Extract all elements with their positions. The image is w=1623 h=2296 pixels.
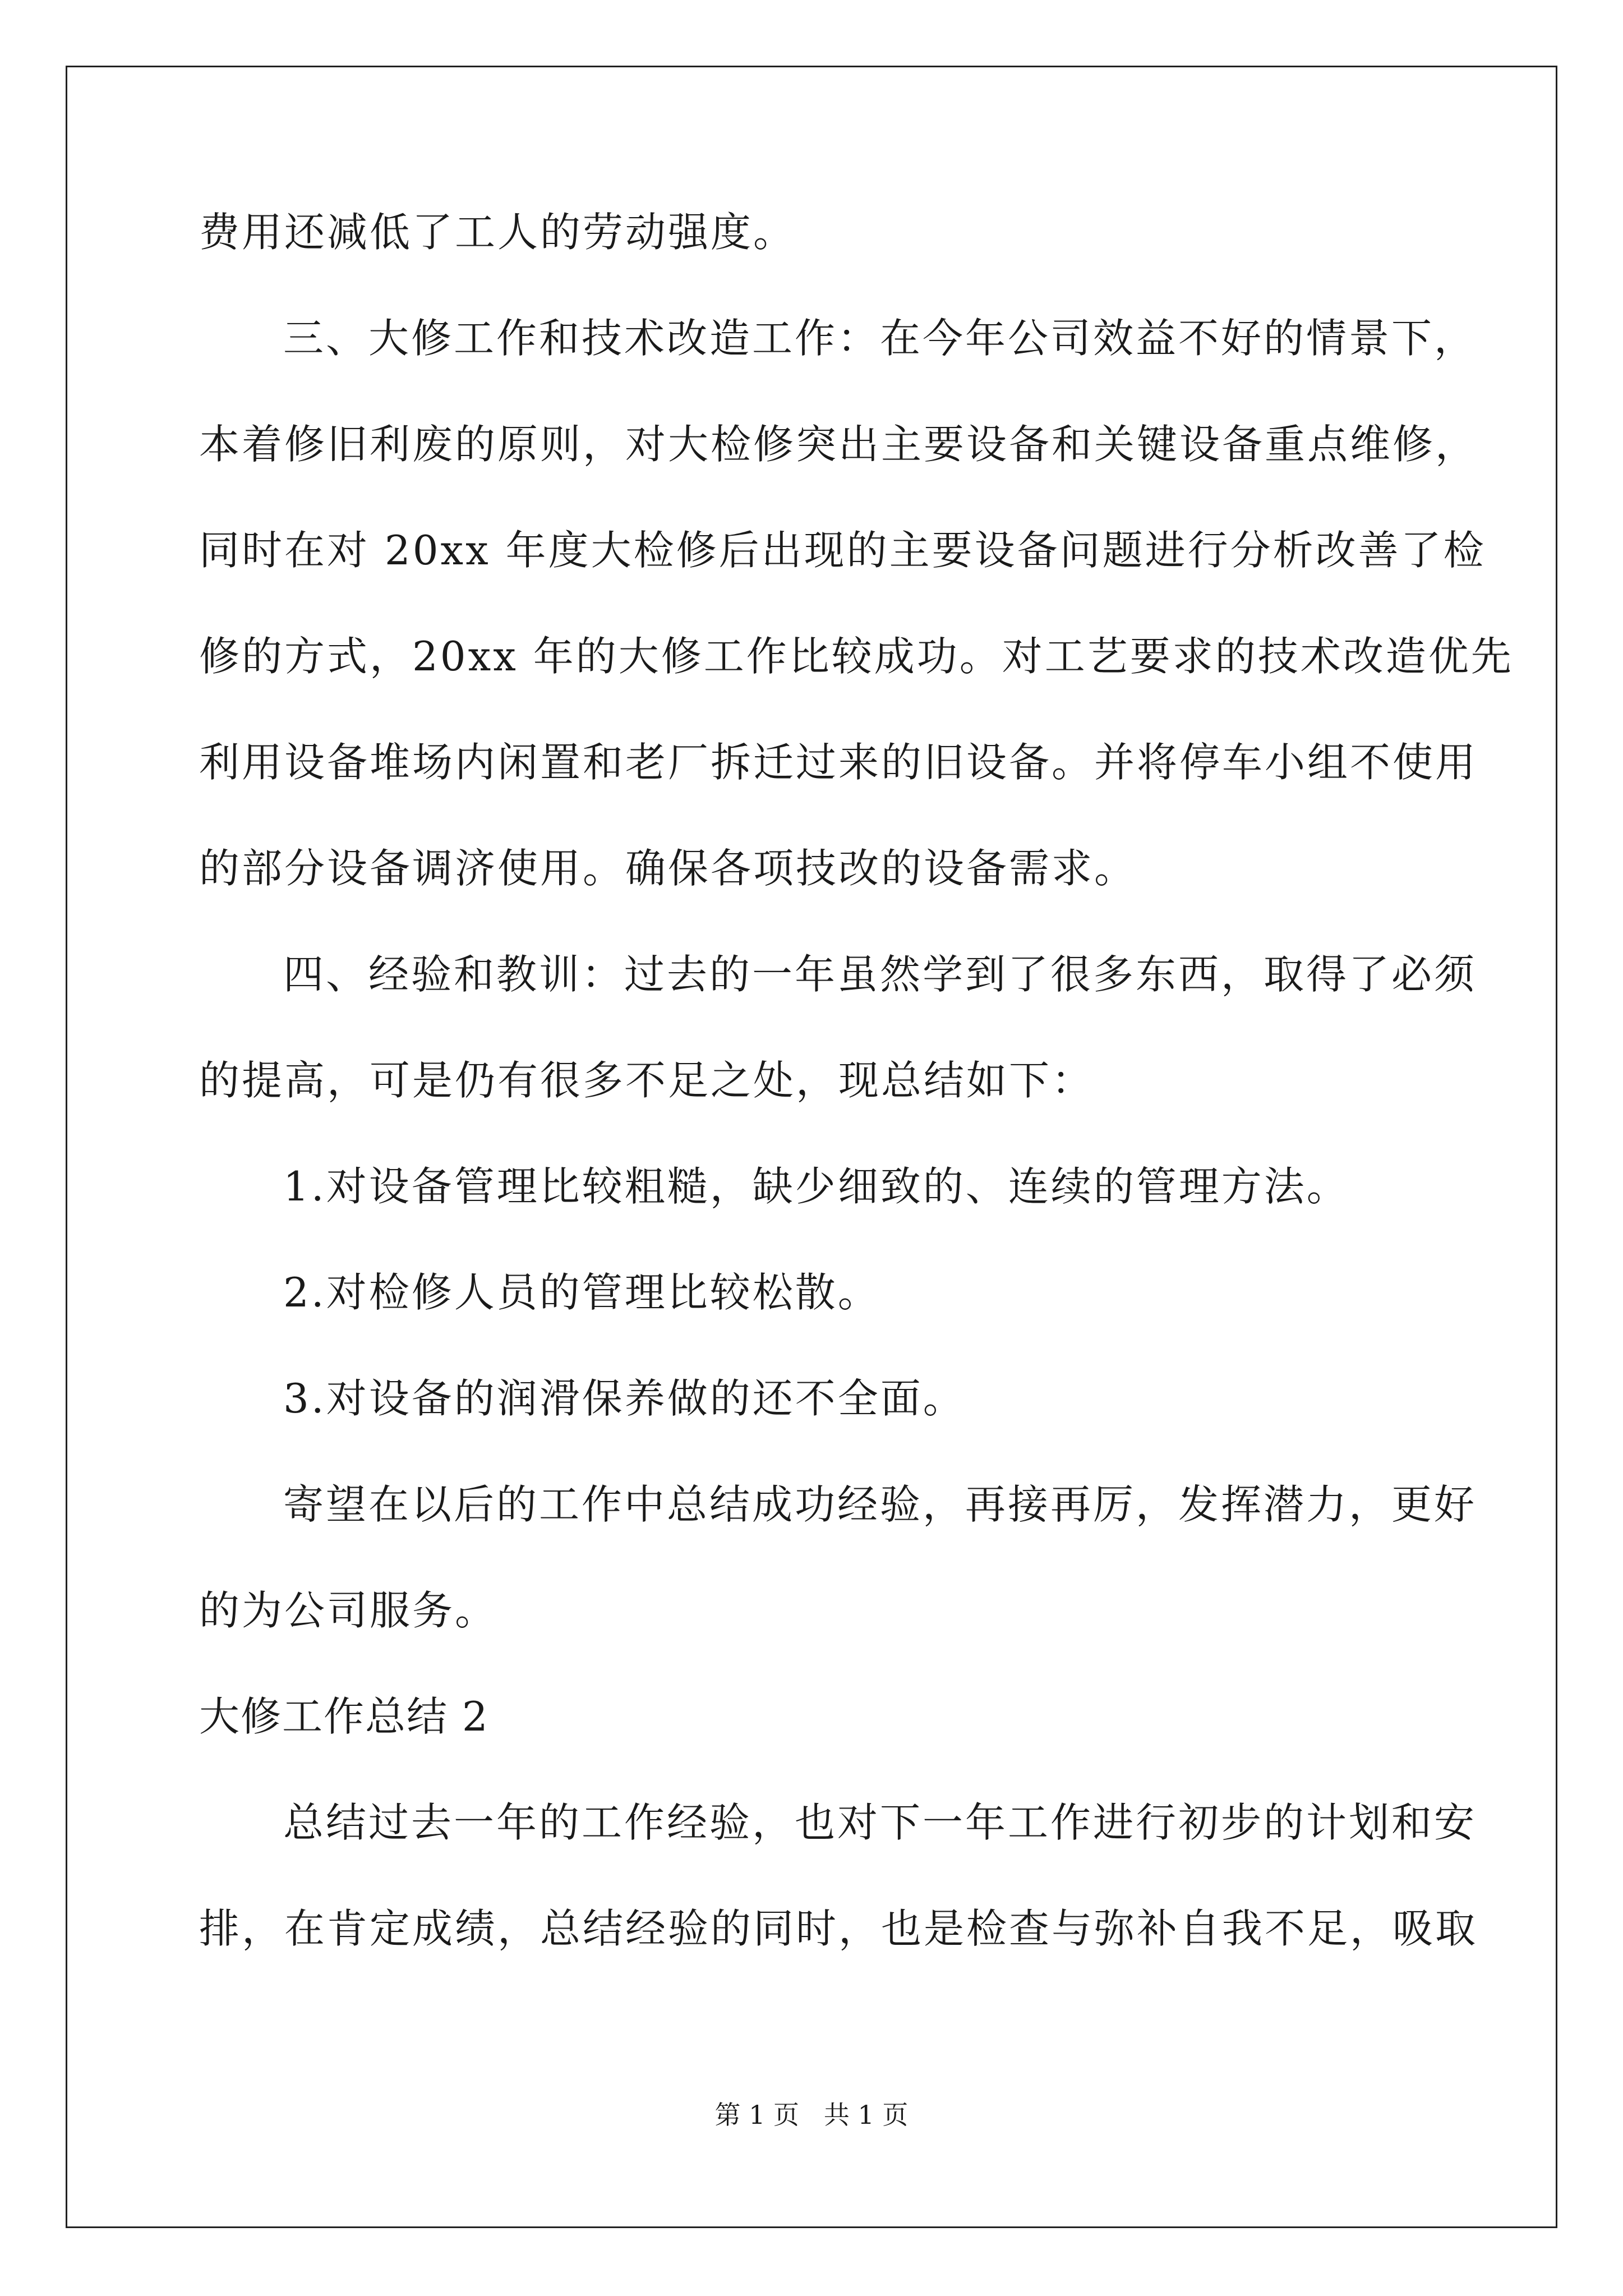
document-body (199, 208, 1514, 2010)
paragraph-line: 同时在对 20xx 年度大检修后出现的主要设备问题进行分析改善了检 (199, 527, 1486, 574)
paragraph-line: 的提高，可是仍有很多不足之处，现总结如下： (199, 1057, 1095, 1104)
paragraph-line: 修的方式，20xx 年的大修工作比较成功。对工艺要求的技术改造优先 (199, 633, 1514, 680)
paragraph-line: 的部分设备调济使用。确保各项技改的设备需求。 (199, 845, 1137, 892)
section-title: 大修工作总结 2 (199, 1693, 489, 1740)
page-number-footer: 第 1 页 共 1 页 (714, 2100, 909, 2130)
paragraph-line: 四、经验和教训：过去的一年虽然学到了很多东西，取得了必须 (283, 951, 1477, 998)
paragraph-line: 利用设备堆场内闲置和老厂拆迁过来的旧设备。并将停车小组不使用 (199, 739, 1478, 786)
paragraph-line: 总结过去一年的工作经验，也对下一年工作进行初步的计划和安 (283, 1799, 1477, 1846)
list-item: 1.对设备管理比较粗糙，缺少细致的、连续的管理方法。 (283, 1163, 1349, 1210)
list-item: 3.对设备的润滑保养做的还不全面。 (283, 1375, 966, 1422)
paragraph-line: 排，在肯定成绩，总结经验的同时，也是检查与弥补自我不足，吸取 (199, 1905, 1478, 1952)
paragraph-line: 寄望在以后的工作中总结成功经验，再接再厉，发挥潜力，更好 (283, 1481, 1477, 1528)
paragraph-line: 三、大修工作和技术改造工作：在今年公司效益不好的情景下， (283, 315, 1477, 362)
list-item: 2.对检修人员的管理比较松散。 (283, 1269, 880, 1316)
paragraph-line: 本着修旧利废的原则，对大检修突出主要设备和关键设备重点维修， (199, 421, 1478, 468)
paragraph-line: 的为公司服务。 (199, 1587, 498, 1634)
paragraph-line: 费用还减低了工人的劳动强度。 (199, 209, 796, 256)
